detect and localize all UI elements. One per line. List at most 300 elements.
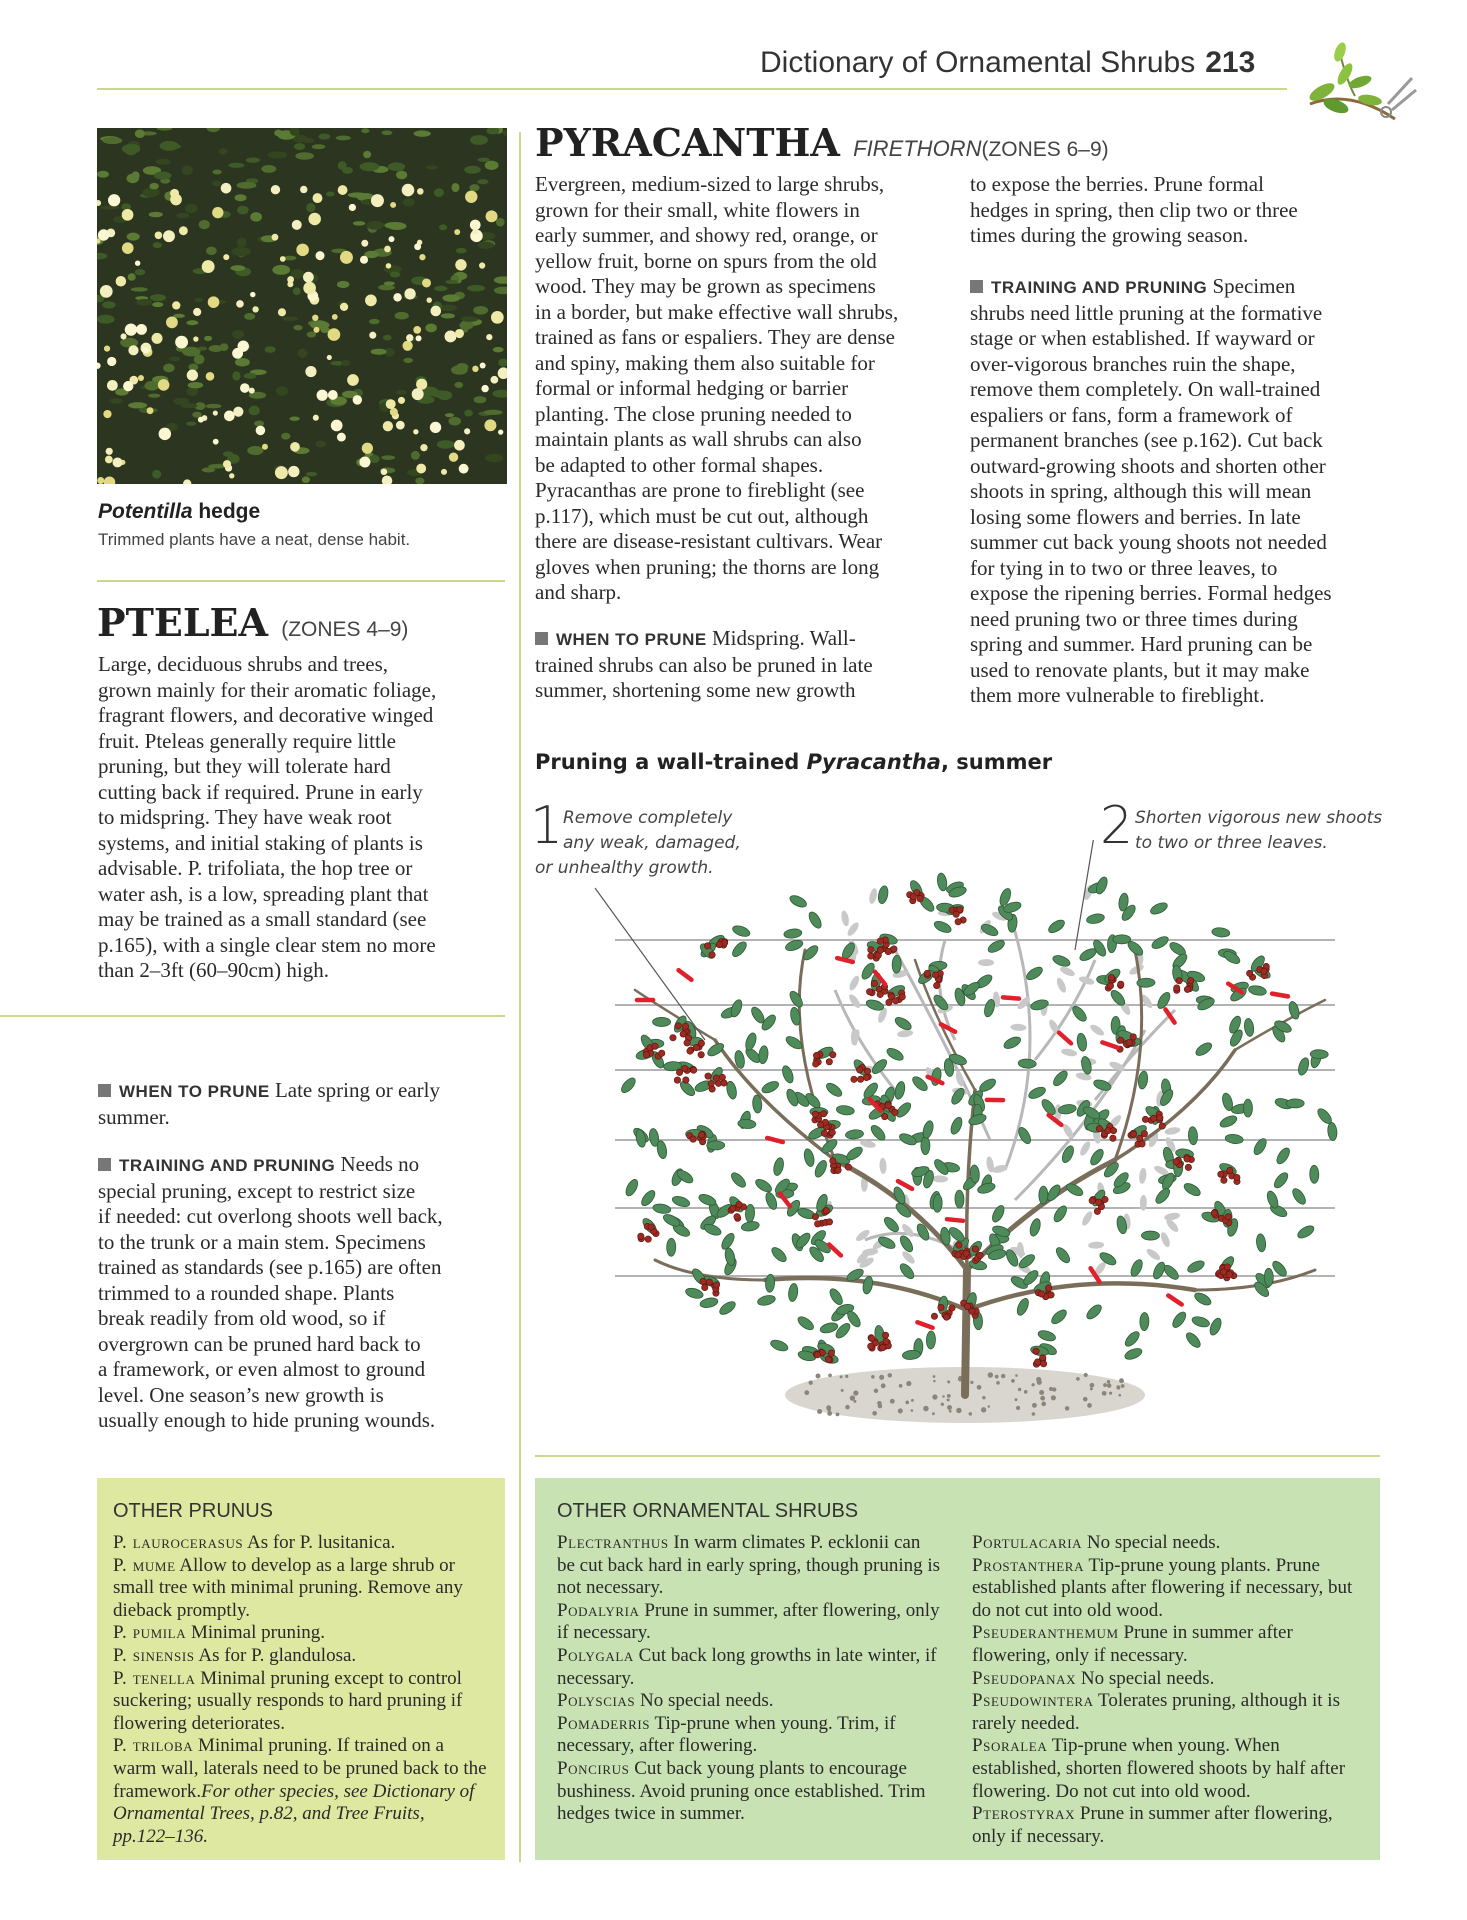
hedge-leaf bbox=[272, 265, 290, 275]
leaf bbox=[926, 1331, 936, 1349]
branch bbox=[635, 990, 715, 1040]
hedge-leaf bbox=[194, 298, 203, 303]
leaf bbox=[1137, 1071, 1148, 1090]
potentilla-flower bbox=[359, 457, 370, 468]
text-line: Pyracanthas are prone to fireblight (see bbox=[535, 478, 865, 502]
potentilla-flower bbox=[464, 428, 470, 434]
potentilla-flower bbox=[224, 411, 235, 422]
step1-line: any weak, damaged, bbox=[563, 833, 741, 853]
text-line: trained as standards (see p.165) are often bbox=[98, 1255, 442, 1279]
hedge-leaf bbox=[244, 313, 255, 320]
soil-speck bbox=[898, 1408, 903, 1413]
hedge-leaf bbox=[318, 134, 330, 140]
berry bbox=[1107, 983, 1113, 989]
berry bbox=[702, 1284, 708, 1290]
berry bbox=[721, 1080, 727, 1086]
hedge-leaf bbox=[315, 441, 326, 448]
soil-speck bbox=[1087, 1403, 1092, 1408]
cut-mark bbox=[1272, 989, 1288, 1001]
potentilla-flower bbox=[143, 347, 149, 353]
text-line: special pruning, except to restrict size bbox=[98, 1178, 416, 1203]
potentilla-flower bbox=[389, 236, 395, 242]
soil-speck bbox=[911, 1399, 914, 1402]
text-line: summer. bbox=[98, 1104, 170, 1129]
cut-mark bbox=[1168, 1296, 1183, 1305]
entry-text: In warm climates P. ecklonii can be cut back hard in early spring, though pruning is not necessary. bbox=[557, 1532, 941, 1599]
potentilla-flower bbox=[486, 334, 492, 340]
caption-genus: Potentilla bbox=[98, 500, 193, 523]
berry bbox=[931, 1313, 937, 1319]
pyracantha-title: PYRACANTHA bbox=[535, 120, 840, 165]
hedge-leaf bbox=[341, 360, 350, 366]
text-line: trimmed to a rounded shape. Plants bbox=[98, 1280, 395, 1305]
berry bbox=[1094, 1208, 1100, 1214]
potentilla-flower bbox=[158, 379, 170, 391]
bullet-square-icon bbox=[98, 1084, 111, 1097]
text-line: be adapted to other formal shapes. bbox=[535, 452, 824, 477]
berry bbox=[1126, 1039, 1132, 1045]
text-line: Large, deciduous shrubs and trees, bbox=[98, 652, 389, 676]
leaf bbox=[1287, 1000, 1301, 1020]
leaf bbox=[1123, 1346, 1143, 1361]
entry-text: Minimal pruning except to control suckering; usually responds to hard pruning if flowering deteriorates. bbox=[113, 1667, 463, 1734]
removed-leaf bbox=[1145, 1247, 1162, 1262]
berry bbox=[955, 919, 961, 925]
bullet-square-icon bbox=[970, 280, 983, 293]
potentilla-flower bbox=[166, 316, 178, 328]
leaf bbox=[1149, 901, 1169, 917]
berry bbox=[1130, 1131, 1136, 1137]
hedge-leaf bbox=[474, 396, 487, 403]
soil-speck bbox=[1103, 1383, 1107, 1387]
hedge-leaf bbox=[454, 382, 463, 388]
leaf bbox=[1290, 1186, 1308, 1206]
removed-leaf bbox=[1138, 1168, 1147, 1185]
hedge-leaf bbox=[460, 316, 478, 322]
text-line: and sharp. bbox=[535, 580, 622, 604]
leaf bbox=[819, 1321, 839, 1335]
text-line: losing some flowers and berries. In late bbox=[970, 504, 1301, 529]
berry bbox=[868, 947, 874, 953]
soil-speck bbox=[1011, 1379, 1015, 1383]
berry bbox=[1174, 985, 1180, 991]
soil-speck bbox=[845, 1405, 849, 1409]
potentilla-flower bbox=[287, 281, 293, 287]
hedge-leaf bbox=[456, 248, 467, 253]
leaf bbox=[738, 1119, 757, 1129]
potentilla-flower bbox=[278, 308, 286, 316]
hedge-leaf bbox=[464, 410, 473, 417]
entry bbox=[972, 1668, 1367, 1691]
caption-rest: hedge bbox=[192, 500, 261, 523]
text-line: level. One season’s new growth is bbox=[98, 1382, 384, 1407]
hedge-leaf bbox=[246, 157, 260, 162]
potentilla-flower bbox=[347, 374, 359, 386]
potentilla-flower bbox=[403, 341, 413, 351]
hedge-leaf bbox=[235, 194, 247, 201]
ptelea-title: PTELEA bbox=[97, 600, 268, 645]
leaf bbox=[730, 940, 749, 959]
potentilla-flower bbox=[152, 333, 163, 344]
leader-line-step1 bbox=[595, 888, 705, 1040]
soil-speck bbox=[840, 1375, 843, 1378]
berry bbox=[638, 1233, 644, 1239]
entry bbox=[113, 1532, 491, 1555]
leaf bbox=[1002, 1035, 1022, 1051]
hedge-leaf bbox=[485, 161, 499, 170]
hedge-leaf bbox=[326, 191, 335, 196]
entry-name: Pterostyrax bbox=[972, 1803, 1076, 1825]
potentilla-flower bbox=[365, 295, 377, 307]
leaf bbox=[877, 1235, 897, 1251]
soil-speck bbox=[996, 1381, 1000, 1385]
step2-number: 2 bbox=[1100, 796, 1134, 856]
soil-speck bbox=[836, 1412, 840, 1416]
hedge-leaf bbox=[202, 467, 215, 472]
hedge-leaf bbox=[97, 315, 115, 324]
hedge-leaf bbox=[135, 129, 145, 138]
entry-text: No special needs. bbox=[1082, 1532, 1221, 1553]
potentilla-flower bbox=[327, 355, 332, 360]
hedge-leaf bbox=[100, 205, 119, 209]
soil-speck bbox=[872, 1411, 877, 1416]
berry bbox=[716, 941, 722, 947]
berry bbox=[1261, 968, 1267, 974]
text-line: permanent branches (see p.162). Cut back bbox=[970, 428, 1323, 452]
soil-speck bbox=[905, 1401, 909, 1405]
potentilla-flower bbox=[420, 444, 427, 451]
text-line: summer cut back young shoots not needed bbox=[970, 530, 1327, 554]
hedge-leaf bbox=[135, 269, 146, 275]
soil-speck bbox=[906, 1381, 911, 1386]
leaf bbox=[1155, 990, 1172, 1010]
potentilla-flower bbox=[386, 263, 392, 269]
berry bbox=[1234, 1174, 1240, 1180]
removed-leaf bbox=[897, 1029, 914, 1038]
leaf bbox=[1211, 927, 1230, 938]
cut-mark bbox=[1057, 1033, 1072, 1044]
other-shrubs-col2 bbox=[972, 1532, 1367, 1848]
soil-speck bbox=[969, 1412, 973, 1416]
soil-speck bbox=[923, 1406, 929, 1412]
pyracantha-zones: (ZONES 6–9) bbox=[981, 138, 1109, 161]
hedge-leaf bbox=[150, 294, 166, 301]
potentilla-flower bbox=[441, 469, 447, 475]
potentilla-flower bbox=[361, 240, 368, 247]
berry bbox=[830, 1052, 836, 1058]
berry bbox=[1159, 1123, 1165, 1129]
leaf bbox=[976, 1181, 996, 1195]
entry bbox=[557, 1532, 942, 1600]
entry-name: Portulacaria bbox=[972, 1532, 1083, 1553]
berry bbox=[708, 1080, 714, 1086]
hedge-leaf bbox=[237, 206, 249, 215]
leaf bbox=[877, 885, 889, 904]
berry bbox=[705, 1073, 711, 1079]
soil-speck bbox=[933, 1375, 936, 1378]
entry-text: Minimal pruning. If trained on a warm wall, laterals need to be pruned back to the framework. bbox=[113, 1735, 487, 1802]
text-line: yellow fruit, borne on spurs from the old bbox=[535, 248, 877, 273]
potentilla-flower bbox=[414, 243, 421, 250]
berry bbox=[953, 911, 959, 917]
berry bbox=[690, 1136, 696, 1142]
potentilla-flower bbox=[402, 184, 415, 197]
berry bbox=[1118, 981, 1124, 987]
potentilla-flower bbox=[187, 370, 198, 381]
soil-speck bbox=[995, 1375, 999, 1379]
berry bbox=[814, 1221, 820, 1227]
removed-leaf bbox=[1164, 1126, 1181, 1136]
entry bbox=[557, 1600, 942, 1645]
hedge-leaf bbox=[336, 136, 351, 141]
branch bbox=[965, 1270, 967, 1395]
leaf bbox=[1140, 1312, 1150, 1330]
soil-speck bbox=[827, 1408, 831, 1412]
berry bbox=[933, 982, 939, 988]
berry bbox=[943, 1314, 949, 1320]
leaf bbox=[1243, 1099, 1252, 1117]
hedge-leaf bbox=[122, 144, 141, 154]
text-line: formal or informal hedging or barrier bbox=[535, 376, 849, 400]
hedge-leaf bbox=[204, 336, 212, 341]
leaf bbox=[1170, 1310, 1188, 1330]
text-line: times during the growing season. bbox=[970, 223, 1249, 247]
potentilla-flower bbox=[484, 419, 496, 431]
leaf bbox=[1137, 978, 1155, 988]
berry bbox=[1188, 977, 1194, 983]
leaf bbox=[1123, 1329, 1142, 1348]
potentilla-flower bbox=[179, 226, 188, 235]
hedge-leaf bbox=[206, 247, 217, 255]
removed-leaf bbox=[1059, 965, 1076, 978]
berry bbox=[868, 1343, 874, 1349]
hedge-leaf bbox=[310, 321, 329, 329]
hedge-leaf bbox=[395, 312, 409, 320]
berry bbox=[826, 1219, 832, 1225]
ptelea-when-to-prune bbox=[98, 1078, 498, 1130]
berry bbox=[1173, 1159, 1179, 1165]
hedge-leaf bbox=[289, 416, 299, 420]
berry bbox=[924, 970, 930, 976]
text-line: expose the ripening berries. Formal hedges bbox=[970, 581, 1332, 605]
hedge-leaf bbox=[371, 349, 387, 355]
berry bbox=[825, 1356, 831, 1362]
leaf bbox=[1225, 1133, 1244, 1144]
berry bbox=[1034, 1359, 1040, 1365]
leaf bbox=[769, 1338, 789, 1353]
potentilla-flower bbox=[107, 357, 116, 366]
hedge-leaf bbox=[136, 299, 152, 306]
leaf bbox=[780, 1064, 795, 1084]
entry bbox=[972, 1690, 1367, 1735]
removed-leaf bbox=[1010, 1023, 1026, 1031]
potentilla-flower bbox=[396, 421, 405, 430]
other-prunus-list bbox=[113, 1532, 491, 1848]
berry bbox=[643, 1052, 649, 1058]
hedge-leaf bbox=[182, 165, 193, 175]
berry bbox=[1221, 1177, 1227, 1183]
hedge-leaf bbox=[366, 221, 384, 230]
entry-text: As for P. lusitanica. bbox=[243, 1532, 396, 1553]
entry bbox=[557, 1758, 942, 1826]
berry bbox=[829, 1129, 835, 1135]
entry-name: Psoralea bbox=[972, 1735, 1048, 1757]
potentilla-flower bbox=[353, 395, 362, 404]
potentilla-flower bbox=[406, 334, 413, 341]
potentilla-flower bbox=[390, 202, 396, 208]
leaf bbox=[862, 1275, 874, 1294]
potentilla-flower bbox=[155, 231, 163, 239]
ptelea-heading bbox=[97, 600, 408, 645]
hedge-leaf bbox=[390, 271, 401, 277]
potentilla-flower bbox=[175, 336, 188, 349]
photo-caption-text: Trimmed plants have a neat, dense habit. bbox=[98, 530, 411, 549]
text-line: to expose the berries. Prune formal bbox=[970, 172, 1264, 196]
hedge-leaf bbox=[477, 179, 489, 184]
hedge-leaf bbox=[109, 398, 123, 403]
entry-name: Polygala bbox=[557, 1644, 634, 1666]
soil-speck bbox=[977, 1385, 982, 1390]
entry-text: Prune in summer after flowering, only if necessary. bbox=[972, 1803, 1333, 1847]
leaf bbox=[1058, 1103, 1077, 1115]
berry bbox=[1040, 1361, 1046, 1367]
entry bbox=[113, 1645, 491, 1668]
leaf bbox=[1051, 953, 1071, 968]
potentilla-hedge-photo bbox=[97, 128, 507, 484]
berry bbox=[812, 1111, 818, 1117]
hedge-leaf bbox=[360, 162, 380, 171]
text-line: p.165), with a single clear stem no more bbox=[98, 932, 436, 957]
soil-speck bbox=[1001, 1374, 1005, 1378]
berry bbox=[877, 938, 883, 944]
hedge-leaf bbox=[276, 386, 288, 396]
hedge-leaf bbox=[396, 171, 407, 180]
potentilla-flower bbox=[449, 452, 458, 461]
leaf bbox=[772, 1157, 785, 1177]
entry-name: Podalyria bbox=[557, 1599, 640, 1621]
berry bbox=[1142, 1116, 1148, 1122]
leaf bbox=[1248, 984, 1267, 996]
hedge-leaf bbox=[295, 152, 314, 160]
berry bbox=[868, 1335, 874, 1341]
berry bbox=[866, 989, 872, 995]
leaf bbox=[1274, 1146, 1292, 1166]
potentilla-flower bbox=[275, 466, 288, 479]
berry bbox=[972, 1246, 978, 1252]
entry-name: P. pumila bbox=[113, 1622, 187, 1644]
entry-name: Plectranthus bbox=[557, 1532, 669, 1553]
figure-title-genus: Pyracantha bbox=[806, 750, 941, 774]
soil-speck bbox=[1041, 1402, 1046, 1407]
potentilla-flower bbox=[208, 296, 220, 308]
pyracantha-col2 bbox=[970, 172, 1385, 249]
hedge-leaf bbox=[153, 242, 162, 248]
entry-name: Pseuderanthemum bbox=[972, 1622, 1119, 1644]
hedge-leaf bbox=[265, 346, 276, 353]
entry-name: P. tenella bbox=[113, 1667, 196, 1689]
leaf bbox=[1086, 912, 1105, 925]
soil-speck bbox=[949, 1410, 952, 1413]
text-line: cutting back if required. Prune in early bbox=[98, 779, 423, 804]
soil-speck bbox=[956, 1408, 961, 1413]
soil-speck bbox=[941, 1403, 944, 1406]
leaf bbox=[936, 872, 948, 891]
leaf bbox=[1049, 1307, 1068, 1326]
potentilla-flower bbox=[393, 293, 401, 301]
potentilla-flower bbox=[136, 324, 147, 335]
leaf bbox=[827, 1287, 844, 1307]
hedge-leaf bbox=[442, 294, 460, 301]
leaf bbox=[1113, 935, 1131, 944]
hedge-leaf bbox=[434, 188, 444, 197]
berry bbox=[886, 999, 892, 1005]
leaf bbox=[1272, 1170, 1290, 1190]
leaf bbox=[1296, 1223, 1316, 1240]
soil-speck bbox=[828, 1373, 832, 1377]
soil-speck bbox=[845, 1375, 848, 1378]
potentilla-flower bbox=[296, 244, 309, 257]
hedge-leaf bbox=[381, 130, 392, 135]
potentilla-flower bbox=[313, 193, 323, 203]
berry bbox=[1227, 1167, 1233, 1173]
text-line: grown mainly for their aromatic foliage, bbox=[98, 677, 437, 702]
berry bbox=[1110, 1127, 1116, 1133]
potentilla-flower bbox=[480, 363, 486, 369]
berry bbox=[835, 1167, 841, 1173]
leaf bbox=[758, 1045, 769, 1064]
entry-text: Tip-prune when young. Trim, if necessary, after flowering. bbox=[557, 1712, 896, 1757]
entry bbox=[972, 1803, 1367, 1848]
berry bbox=[910, 894, 916, 900]
leaf bbox=[813, 1159, 829, 1179]
text-line: Specimen bbox=[1207, 274, 1296, 298]
hedge-leaf bbox=[186, 422, 196, 426]
hedge-leaf bbox=[247, 446, 263, 455]
berry bbox=[883, 1338, 889, 1344]
hedge-leaf bbox=[282, 316, 298, 321]
removed-leaf bbox=[1055, 976, 1068, 993]
leaf-sprig-icon bbox=[1300, 34, 1420, 134]
potentilla-flower bbox=[308, 213, 320, 225]
potentilla-flower bbox=[106, 448, 113, 455]
berry bbox=[955, 1252, 961, 1258]
leaf bbox=[619, 1076, 638, 1095]
branch bbox=[1115, 1050, 1235, 1160]
berry bbox=[659, 1050, 665, 1056]
soil-speck bbox=[1090, 1387, 1093, 1390]
potentilla-flower bbox=[417, 188, 424, 195]
leaf bbox=[1194, 1040, 1214, 1058]
berry bbox=[713, 1075, 719, 1081]
potentilla-flower bbox=[252, 306, 258, 312]
hedge-leaf bbox=[445, 413, 454, 417]
berry bbox=[1150, 1115, 1156, 1121]
potentilla-flower bbox=[419, 254, 425, 260]
leaf bbox=[707, 1141, 725, 1150]
potentilla-flower bbox=[328, 328, 341, 341]
text-line: stage or when established. If wayward or bbox=[970, 326, 1315, 350]
potentilla-flower bbox=[404, 288, 415, 299]
leaf bbox=[1153, 1186, 1172, 1205]
berry bbox=[863, 1074, 869, 1080]
berry bbox=[1096, 1125, 1102, 1131]
berry bbox=[828, 1350, 834, 1356]
text-line: need pruning two or three times during bbox=[970, 606, 1298, 631]
step1-line: Remove completely bbox=[563, 808, 733, 828]
potentilla-flower bbox=[100, 285, 113, 298]
potentilla-flower bbox=[398, 397, 405, 404]
entry bbox=[557, 1645, 942, 1690]
